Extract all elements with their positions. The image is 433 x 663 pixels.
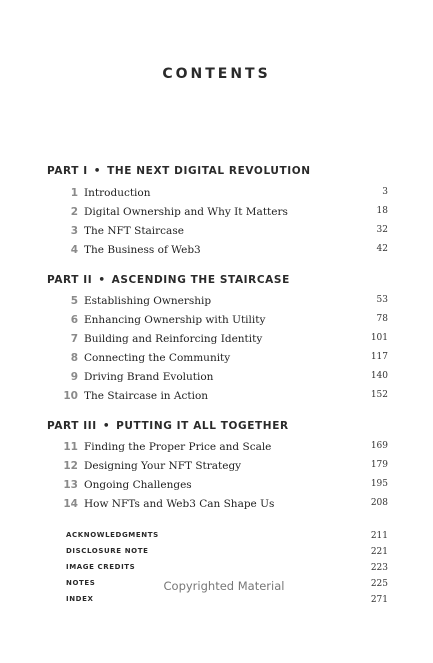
chapter-title: Establishing Ownership — [84, 295, 212, 307]
toc-entry[interactable] — [0, 244, 433, 260]
chapter-title: Enhancing Ownership with Utility — [84, 314, 266, 326]
page-number: 208 — [370, 498, 388, 508]
chapter-number: 4 — [70, 244, 78, 256]
back-matter-entry[interactable] — [0, 595, 433, 609]
chapter-title: Finding the Proper Price and Scale — [84, 441, 272, 453]
page-number: 18 — [376, 206, 388, 216]
page-number: 271 — [370, 595, 388, 605]
page-number: 179 — [370, 460, 388, 470]
back-matter-entry[interactable] — [0, 563, 433, 577]
toc-entry[interactable] — [0, 352, 433, 368]
page-number: 117 — [370, 352, 388, 362]
page-number: 140 — [370, 371, 388, 381]
page-number: 225 — [370, 579, 388, 589]
toc-entry[interactable] — [0, 206, 433, 222]
part-name: ASCENDING THE STAIRCASE — [111, 274, 290, 286]
page-number: 78 — [376, 314, 388, 324]
part-heading — [47, 165, 311, 177]
page-number: 221 — [370, 547, 388, 557]
page-number: 223 — [370, 563, 388, 573]
chapter-number: 10 — [63, 390, 78, 402]
part-name: PUTTING IT ALL TOGETHER — [116, 420, 289, 432]
chapter-title: Driving Brand Evolution — [84, 371, 214, 383]
page-number: 32 — [376, 225, 388, 235]
page-number: 53 — [376, 295, 388, 305]
back-matter-entry[interactable] — [0, 531, 433, 545]
chapter-number: 3 — [70, 225, 78, 237]
chapter-number: 9 — [70, 371, 78, 383]
chapter-number: 7 — [70, 333, 78, 345]
toc-entry[interactable] — [0, 225, 433, 241]
chapter-number: 14 — [63, 498, 78, 510]
page-number: 3 — [382, 187, 388, 197]
chapter-number: 2 — [70, 206, 78, 218]
chapter-number: 8 — [70, 352, 78, 364]
toc-entry[interactable] — [0, 390, 433, 406]
page-number: 101 — [370, 333, 388, 343]
chapter-title: The Staircase in Action — [84, 390, 209, 402]
toc-entry[interactable] — [0, 498, 433, 514]
chapter-title: Ongoing Challenges — [84, 479, 192, 491]
chapter-title: The NFT Staircase — [84, 225, 184, 237]
chapter-title: How NFTs and Web3 Can Shape Us — [84, 498, 275, 510]
chapter-title: The Business of Web3 — [84, 244, 201, 256]
chapter-title: Introduction — [84, 187, 151, 199]
separator-dot: • — [98, 274, 106, 286]
part-heading — [47, 274, 290, 286]
toc-entry[interactable] — [0, 479, 433, 495]
back-matter-label: NOTES — [66, 579, 96, 587]
toc-entry[interactable] — [0, 441, 433, 457]
page-title: CONTENTS — [162, 66, 271, 82]
chapter-title: Building and Reinforcing Identity — [84, 333, 263, 345]
back-matter-entry[interactable] — [0, 547, 433, 561]
toc-entry[interactable] — [0, 295, 433, 311]
chapter-number: 6 — [70, 314, 78, 326]
part-label: PART III — [47, 420, 97, 432]
back-matter-label: ACKNOWLEDGMENTS — [66, 531, 159, 539]
page-number: 42 — [376, 244, 388, 254]
part-name: THE NEXT DIGITAL REVOLUTION — [107, 165, 311, 177]
page-number: 195 — [370, 479, 388, 489]
separator-dot: • — [93, 165, 102, 177]
copyright-watermark: Copyrighted Material — [163, 579, 285, 593]
chapter-number: 13 — [63, 479, 78, 491]
chapter-title: Digital Ownership and Why It Matters — [84, 206, 288, 218]
toc-entry[interactable] — [0, 371, 433, 387]
back-matter-label: INDEX — [66, 595, 94, 603]
page-number: 169 — [370, 441, 388, 451]
page-number: 211 — [370, 531, 388, 541]
toc-entry[interactable] — [0, 314, 433, 330]
part-label: PART II — [47, 274, 93, 286]
separator-dot: • — [102, 420, 111, 432]
toc-entry[interactable] — [0, 333, 433, 349]
page-number: 152 — [370, 390, 388, 400]
back-matter-label: IMAGE CREDITS — [66, 563, 136, 571]
chapter-number: 5 — [70, 295, 78, 307]
chapter-title: Designing Your NFT Strategy — [84, 460, 242, 472]
toc-entry[interactable] — [0, 460, 433, 476]
part-heading — [47, 420, 289, 432]
chapter-number: 12 — [63, 460, 78, 472]
chapter-title: Connecting the Community — [84, 352, 231, 364]
chapter-number: 11 — [63, 441, 78, 453]
chapter-number: 1 — [70, 187, 78, 199]
part-label: PART I — [47, 165, 88, 177]
back-matter-label: DISCLOSURE NOTE — [66, 547, 149, 555]
toc-entry[interactable] — [0, 187, 433, 203]
